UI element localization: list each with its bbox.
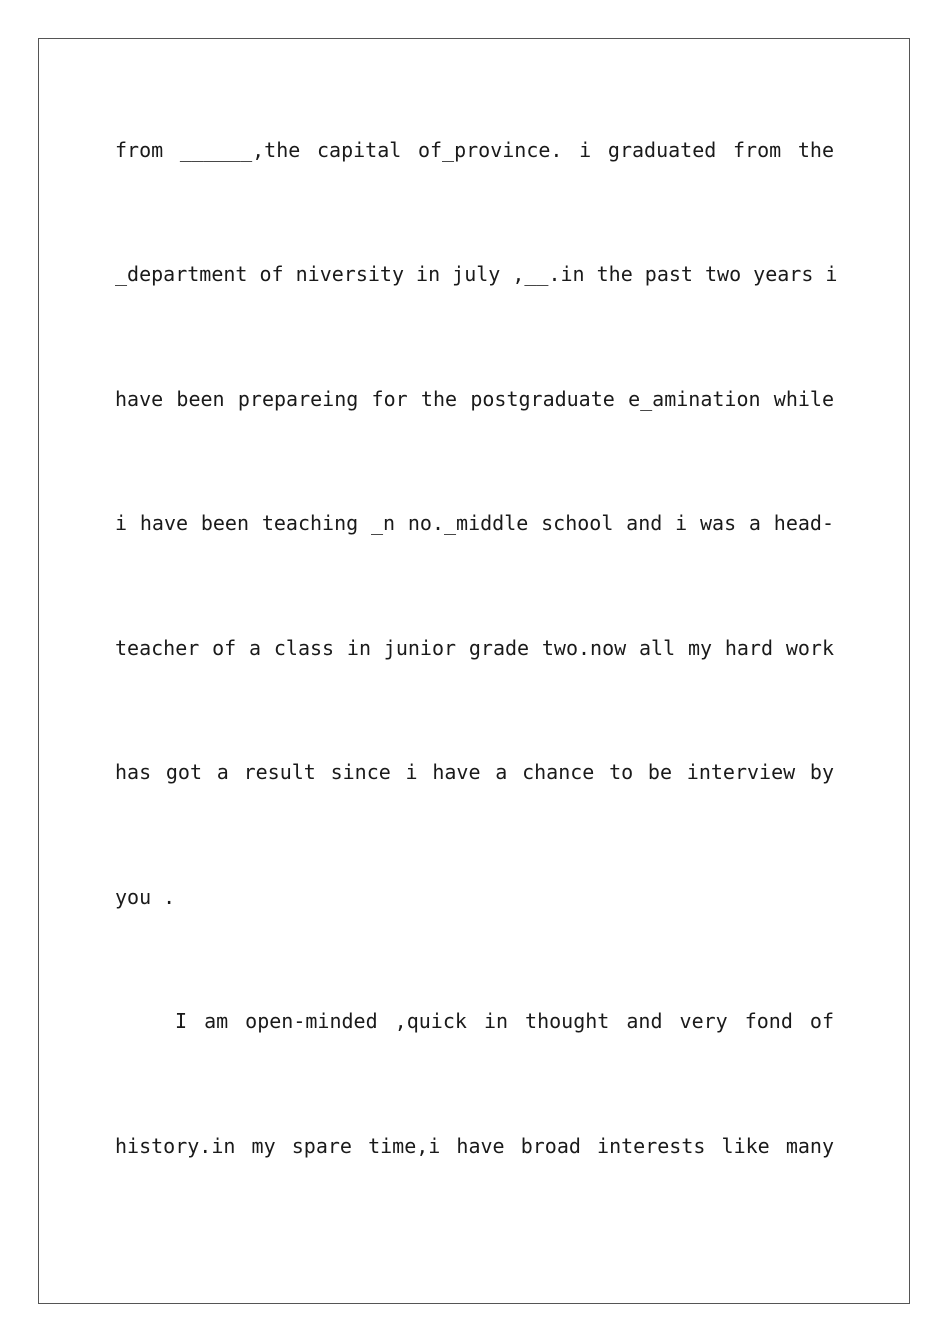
- text-line: you .: [115, 885, 176, 909]
- text-line: teacher of a class in junior grade two.now all my hard work: [115, 636, 834, 660]
- text-line: i have been teaching _n no._middle school and i was a head-: [115, 511, 834, 535]
- document-body: [115, 0, 838, 1344]
- text-line: history.in my spare time,i have broad interests like many: [115, 1134, 834, 1158]
- text-line: have been prepareing for the postgraduate e_amination while: [115, 387, 834, 411]
- text-line: has got a result since i have a chance to be interview by: [115, 760, 834, 784]
- paragraph-first-line: I am open-minded ,quick in thought and very fond of: [175, 1009, 834, 1033]
- text-line: _department of niversity in july ,__.in the past two years i: [115, 262, 838, 286]
- text-line: from ______,the capital of_province. i graduated from the: [115, 138, 834, 162]
